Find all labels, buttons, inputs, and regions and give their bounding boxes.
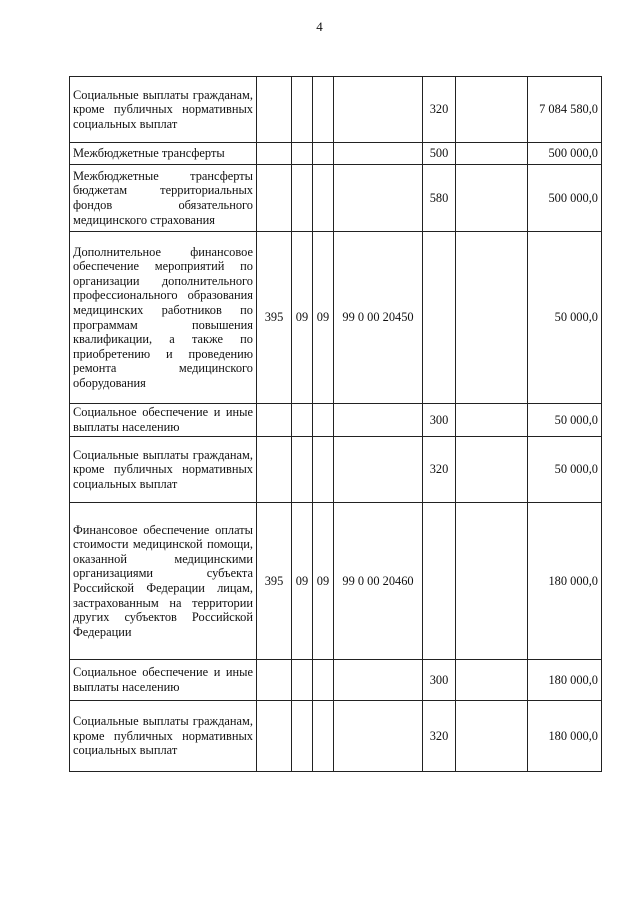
table-row	[70, 437, 602, 503]
row-vr: 580	[423, 165, 456, 232]
row-amount: 180 000,0	[528, 503, 602, 660]
row-name: Финансовое обеспечение оплаты стоимости медицинской помощи, оказанной медицинскими организациями субъекта Российской Федерации лицам, застрахованным на территории других субъектов Российской Федерации	[70, 503, 257, 660]
row-amount: 180 000,0	[528, 660, 602, 701]
row-name: Социальные выплаты гражданам, кроме публичных нормативных социальных выплат	[70, 437, 257, 503]
row-rz	[292, 77, 313, 143]
row-empty	[456, 503, 528, 660]
row-csr	[334, 660, 423, 701]
table-row	[70, 143, 602, 165]
table-row	[70, 503, 602, 660]
table-row	[70, 660, 602, 701]
row-rz: 09	[292, 503, 313, 660]
row-amount: 500 000,0	[528, 165, 602, 232]
row-pr	[313, 660, 334, 701]
row-vr: 320	[423, 701, 456, 772]
row-amount: 50 000,0	[528, 404, 602, 437]
row-csr	[334, 404, 423, 437]
row-vr: 300	[423, 660, 456, 701]
row-pr	[313, 404, 334, 437]
row-vr: 320	[423, 77, 456, 143]
row-amount: 500 000,0	[528, 143, 602, 165]
row-grbs	[257, 404, 292, 437]
row-csr: 99 0 00 20460	[334, 503, 423, 660]
row-rz	[292, 701, 313, 772]
row-pr	[313, 437, 334, 503]
row-rz	[292, 437, 313, 503]
table-row	[70, 404, 602, 437]
row-empty	[456, 404, 528, 437]
row-csr	[334, 143, 423, 165]
row-csr	[334, 165, 423, 232]
row-grbs	[257, 165, 292, 232]
row-grbs	[257, 143, 292, 165]
row-rz	[292, 660, 313, 701]
row-name: Социальное обеспечение и иные выплаты населению	[70, 660, 257, 701]
row-pr	[313, 77, 334, 143]
row-empty	[456, 701, 528, 772]
row-rz	[292, 143, 313, 165]
row-pr	[313, 165, 334, 232]
page-number: 4	[316, 19, 323, 34]
table-row	[70, 232, 602, 404]
row-empty	[456, 165, 528, 232]
budget-table	[69, 76, 602, 772]
row-grbs	[257, 77, 292, 143]
row-name: Межбюджетные трансферты	[70, 143, 257, 165]
row-name: Социальные выплаты гражданам, кроме публичных нормативных социальных выплат	[70, 701, 257, 772]
row-pr	[313, 701, 334, 772]
row-amount: 180 000,0	[528, 701, 602, 772]
row-csr	[334, 77, 423, 143]
row-grbs	[257, 660, 292, 701]
row-csr	[334, 701, 423, 772]
row-amount: 50 000,0	[528, 437, 602, 503]
row-pr	[313, 143, 334, 165]
row-empty	[456, 77, 528, 143]
row-name: Межбюджетные трансферты бюджетам территориальных фондов обязательного медицинского страхования	[70, 165, 257, 232]
row-name: Дополнительное финансовое обеспечение мероприятий по организации дополнительного профессионального образования медицинских работников по программам повышения квалификации, а также по приобретению и проведению ремонта медицинского оборудования	[70, 232, 257, 404]
row-rz: 09	[292, 232, 313, 404]
row-csr	[334, 437, 423, 503]
row-vr	[423, 232, 456, 404]
row-vr: 320	[423, 437, 456, 503]
row-grbs: 395	[257, 232, 292, 404]
row-vr: 500	[423, 143, 456, 165]
row-empty	[456, 232, 528, 404]
row-grbs	[257, 437, 292, 503]
row-empty	[456, 143, 528, 165]
row-rz	[292, 404, 313, 437]
row-csr: 99 0 00 20450	[334, 232, 423, 404]
row-grbs: 395	[257, 503, 292, 660]
row-empty	[456, 660, 528, 701]
row-pr: 09	[313, 232, 334, 404]
table-row	[70, 77, 602, 143]
row-vr	[423, 503, 456, 660]
table-row	[70, 165, 602, 232]
table-row	[70, 701, 602, 772]
row-rz	[292, 165, 313, 232]
row-pr: 09	[313, 503, 334, 660]
row-name: Социальные выплаты гражданам, кроме публичных нормативных социальных выплат	[70, 77, 257, 143]
row-empty	[456, 437, 528, 503]
row-grbs	[257, 701, 292, 772]
row-name: Социальное обеспечение и иные выплаты населению	[70, 404, 257, 437]
row-amount: 7 084 580,0	[528, 77, 602, 143]
row-vr: 300	[423, 404, 456, 437]
row-amount: 50 000,0	[528, 232, 602, 404]
